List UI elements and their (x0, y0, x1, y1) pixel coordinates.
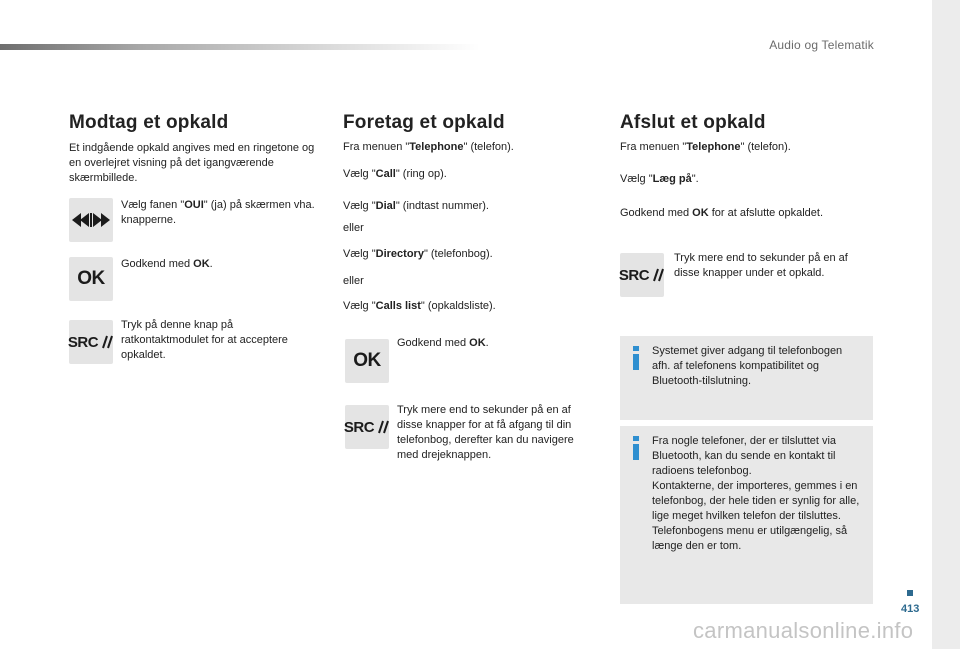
make-line-6: Godkend med OK. (397, 337, 489, 349)
make-line-3: Vælg "Dial" (indtast nummer). (343, 200, 489, 212)
end-line-4: Tryk mere end to sekunder på en af disse knapper under et opkald. (674, 252, 848, 279)
make-line-1: Fra menuen "Telephone" (telefon). (343, 141, 514, 153)
side-strip (932, 0, 960, 649)
header-bar (0, 44, 480, 50)
ok-icon-box-2 (345, 339, 389, 383)
info-text-2-p1: Fra nogle telefoner, der er tilsluttet via Bluetooth, kan du sende en kontakt til radioens telefonbog. (652, 435, 837, 477)
receive-step-3: Tryk på denne knap på ratkontaktmodulet for at acceptere opkaldet. (121, 319, 288, 361)
make-line-4: Vælg "Directory" (telefonbog). (343, 248, 493, 260)
ok-icon-box (69, 257, 113, 301)
make-or-1: eller (343, 222, 364, 234)
info-box-1 (620, 336, 873, 420)
page-marker (907, 590, 913, 596)
src-icon-box-2 (345, 405, 389, 449)
heading-end-call: Afslut et opkald (620, 112, 766, 133)
src-icon-box-3 (620, 253, 664, 297)
make-line-7: Tryk mere end to sekunder på en af disse knapper for at få afgang til din telefonbog, derefter kan du navigere med drejeknappen. (397, 404, 574, 461)
info-text-1: Systemet giver adgang til telefonbogen afh. af telefonens kompatibilitet og Bluetooth-tilslutning. (652, 345, 843, 387)
make-line-2: Vælg "Call" (ring op). (343, 168, 447, 180)
left-right-arrows-icon (72, 213, 110, 227)
receive-step-1: Vælg fanen "OUI" (ja) på skærmen vha. knapperne. (121, 199, 315, 226)
src-button-icon: SRC (344, 419, 390, 436)
phone-slash-icon (376, 420, 390, 434)
info-icon (632, 436, 640, 460)
info-text-2-p2: Kontakterne, der importeres, gemmes i en telefonbog, der hele tiden er synlig for alle, lige meget hvilken telefon der tilsluttes. (652, 480, 860, 522)
src-button-icon: SRC (68, 334, 114, 351)
phone-slash-icon (100, 335, 114, 349)
info-text-2-p3: Telefonbogens menu er utilgængelig, så længe den er tom. (652, 525, 848, 552)
header-title: Audio og Telematik (769, 38, 874, 52)
receive-intro: Et indgående opkald angives med en ringetone og en overlejret visning på det igangværende skærmbillede. (69, 142, 315, 184)
ok-button-icon: OK (353, 350, 381, 371)
arrows-icon-box (69, 198, 113, 242)
receive-step-2: Godkend med OK. (121, 258, 213, 270)
make-or-2: eller (343, 275, 364, 287)
make-line-5: Vælg "Calls list" (opkaldsliste). (343, 300, 496, 312)
info-text-2 (652, 434, 863, 554)
ok-button-icon: OK (77, 268, 105, 289)
info-icon (632, 346, 640, 370)
end-line-2: Vælg "Læg på". (620, 173, 699, 185)
heading-receive-call: Modtag et opkald (69, 112, 229, 133)
end-line-1: Fra menuen "Telephone" (telefon). (620, 141, 791, 153)
src-button-icon: SRC (619, 267, 665, 284)
end-line-3: Godkend med OK for at afslutte opkaldet. (620, 207, 824, 219)
src-icon-box (69, 320, 113, 364)
info-box-2 (620, 426, 873, 604)
page-number: 413 (901, 603, 920, 615)
watermark: carmanualsonline.info (693, 618, 914, 643)
heading-make-call: Foretag et opkald (343, 112, 505, 133)
phone-slash-icon (651, 268, 665, 282)
